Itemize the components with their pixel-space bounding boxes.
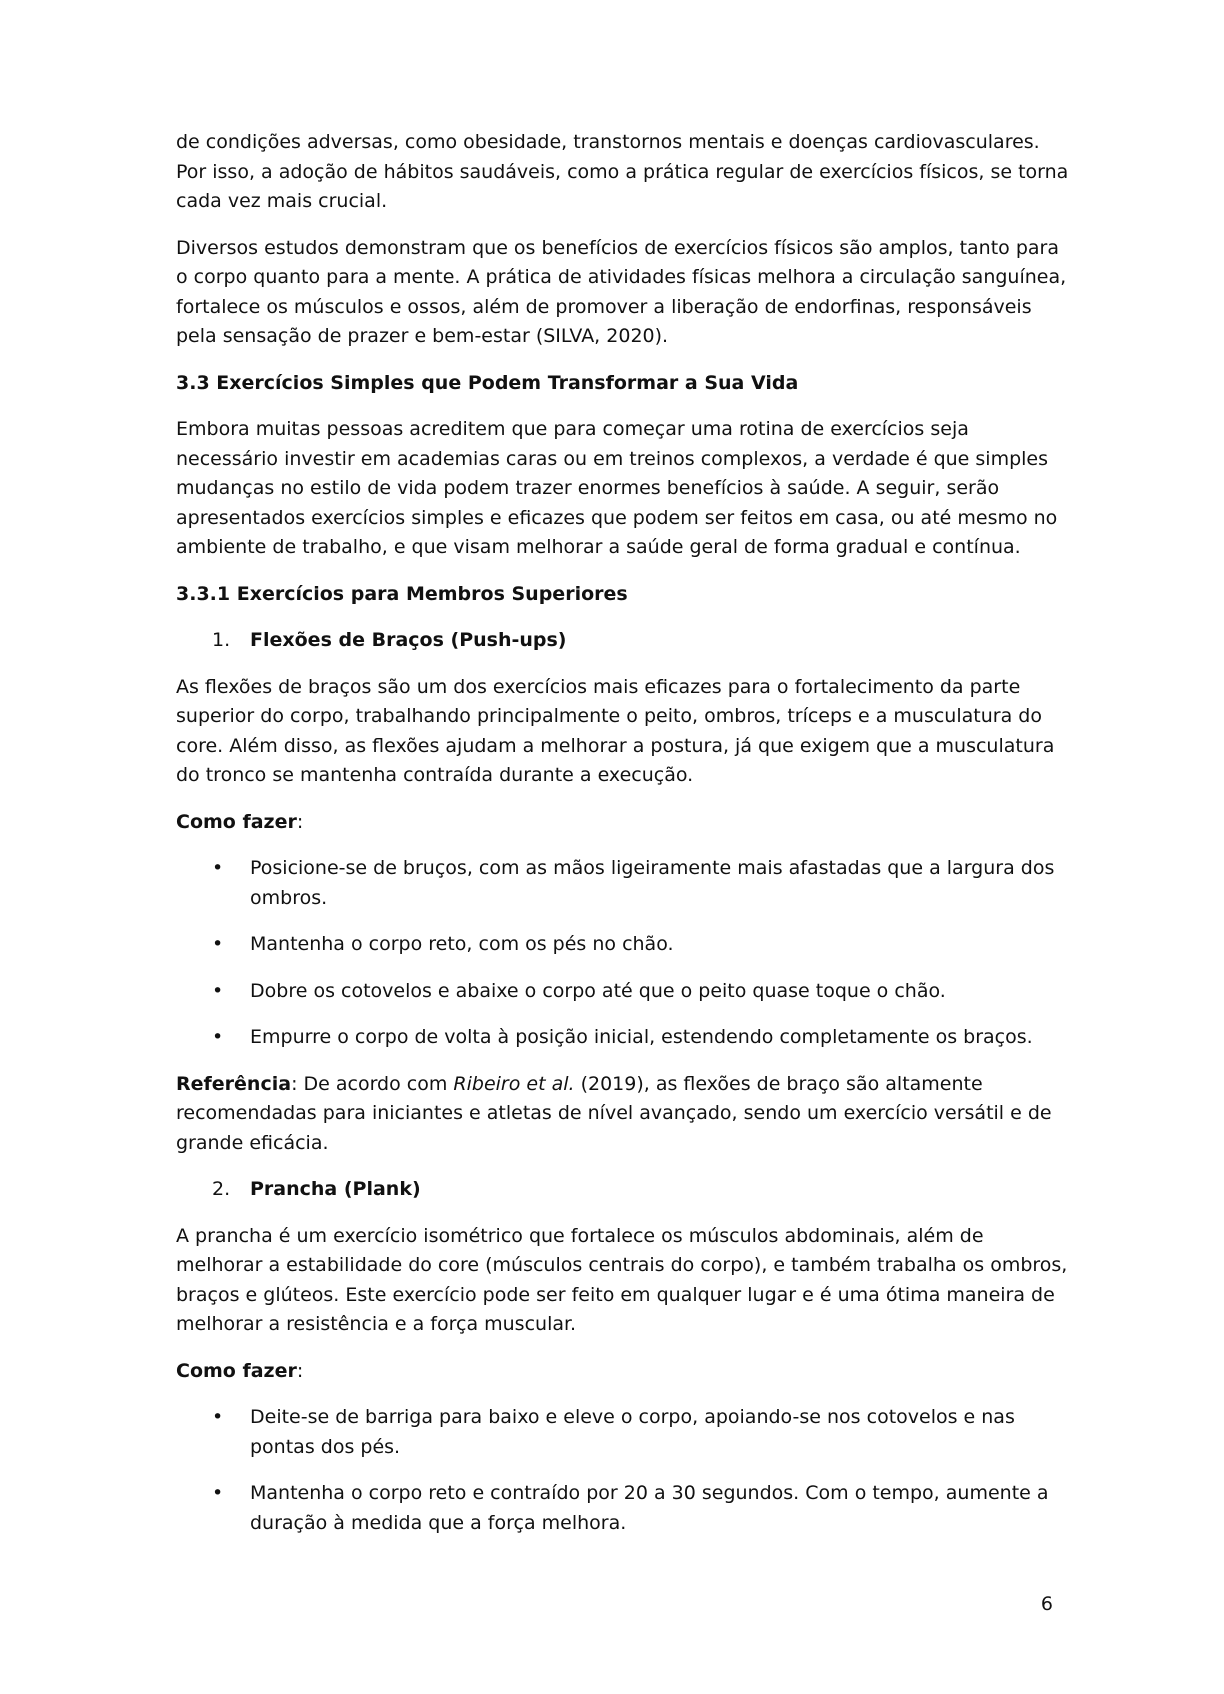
step-text: Mantenha o corpo reto e contraído por 20 a 30 segundos. Com o tempo, aumente a duração à medida que a força melhora. (250, 1482, 1049, 1534)
reference-author: Ribeiro et al. (453, 1072, 575, 1095)
item-number: 1. (212, 629, 231, 651)
item-title: Prancha (Plank) (250, 1178, 421, 1200)
how-to-colon: : (296, 810, 304, 833)
item-description: As flexões de braços são um dos exercícios mais eficazes para o fortalecimento da parte superior do corpo, trabalhando principalmente o peito, ombros, tríceps e a musculatura do core. Além disso, as flexões ajudam a melhorar a postura, já que exigem que a musculatura do tronco se mantenha contraída durante a execução. (176, 675, 1055, 786)
reference-prefix: : De acordo com (291, 1072, 454, 1095)
section-paragraph: Embora muitas pessoas acreditem que para começar uma rotina de exercícios seja necessário investir em academias caras ou em treinos complexos, a verdade é que simples mudanças no estilo de vida podem trazer enormes benefícios à saúde. A seguir, serão apresentados exercícios simples e eficazes que podem ser feitos em casa, ou até mesmo no ambiente de trabalho, e que visam melhorar a saúde geral de forma gradual e contínua. (176, 418, 1058, 558)
how-to-label (176, 1357, 1071, 1387)
step-text: Deite-se de barriga para baixo e eleve o corpo, apoiando-se nos cotovelos e nas pontas dos pés. (250, 1406, 1015, 1458)
page-number: 6 (1040, 1593, 1053, 1615)
how-to-label-text: Como fazer (176, 810, 297, 833)
bullet-icon: • (212, 1406, 224, 1428)
list-item (176, 1479, 1071, 1538)
page-content (176, 128, 1071, 1555)
list-item (176, 1023, 1071, 1053)
intro-paragraph: Diversos estudos demonstram que os benefícios de exercícios físicos são amplos, tanto para o corpo quanto para a mente. A prática de atividades físicas melhora a circulação sanguínea, fortalece os músculos e ossos, além de promover a liberação de endorfinas, responsáveis pela sensação de prazer e bem-estar (SILVA, 2020). (176, 236, 1067, 347)
list-item (176, 1403, 1071, 1462)
section-heading-3-3: 3.3 Exercícios Simples que Podem Transformar a Sua Vida (176, 371, 799, 394)
section-heading-3-3-1: 3.3.1 Exercícios para Membros Superiores (176, 582, 628, 605)
item-title: Flexões de Braços (Push-ups) (250, 629, 567, 651)
step-text: Posicione-se de bruços, com as mãos ligeiramente mais afastadas que a largura dos ombros. (250, 857, 1055, 909)
how-to-label (176, 808, 1071, 838)
how-to-colon: : (296, 1359, 304, 1382)
reference-paragraph (176, 1070, 1071, 1159)
list-item (176, 854, 1071, 913)
bullet-icon: • (212, 857, 224, 879)
bullet-icon: • (212, 1482, 224, 1504)
how-to-label-text: Como fazer (176, 1359, 297, 1382)
list-item (176, 930, 1071, 960)
numbered-item-plank (176, 1175, 1071, 1205)
step-text: Mantenha o corpo reto, com os pés no chão. (250, 933, 674, 955)
intro-paragraph: de condições adversas, como obesidade, transtornos mentais e doenças cardiovasculares. Por isso, a adoção de hábitos saudáveis, como a prática regular de exercícios físicos, se torna cada vez mais crucial. (176, 131, 1069, 212)
item-description: A prancha é um exercício isométrico que fortalece os músculos abdominais, além de melhorar a estabilidade do core (músculos centrais do corpo), e também trabalha os ombros, braços e glúteos. Este exercício pode ser feito em qualquer lugar e é uma ótima maneira de melhorar a resistência e a força muscular. (176, 1224, 1068, 1335)
item-number: 2. (212, 1178, 231, 1200)
list-item (176, 977, 1071, 1007)
reference-rest: (2019), as flexões de braço são altamente recomendadas para iniciantes e atletas de nível avançado, sendo um exercício versátil e de grande eficácia. (176, 1072, 1052, 1154)
bullet-icon: • (212, 933, 224, 955)
bullet-icon: • (212, 979, 224, 1002)
reference-label: Referência (176, 1072, 292, 1095)
step-text: Empurre o corpo de volta à posição inicial, estendendo completamente os braços. (250, 1026, 1033, 1048)
numbered-item-pushups (176, 626, 1071, 656)
bullet-icon: • (212, 1026, 224, 1048)
step-text: Dobre os cotovelos e abaixe o corpo até que o peito quase toque o chão. (250, 979, 946, 1002)
